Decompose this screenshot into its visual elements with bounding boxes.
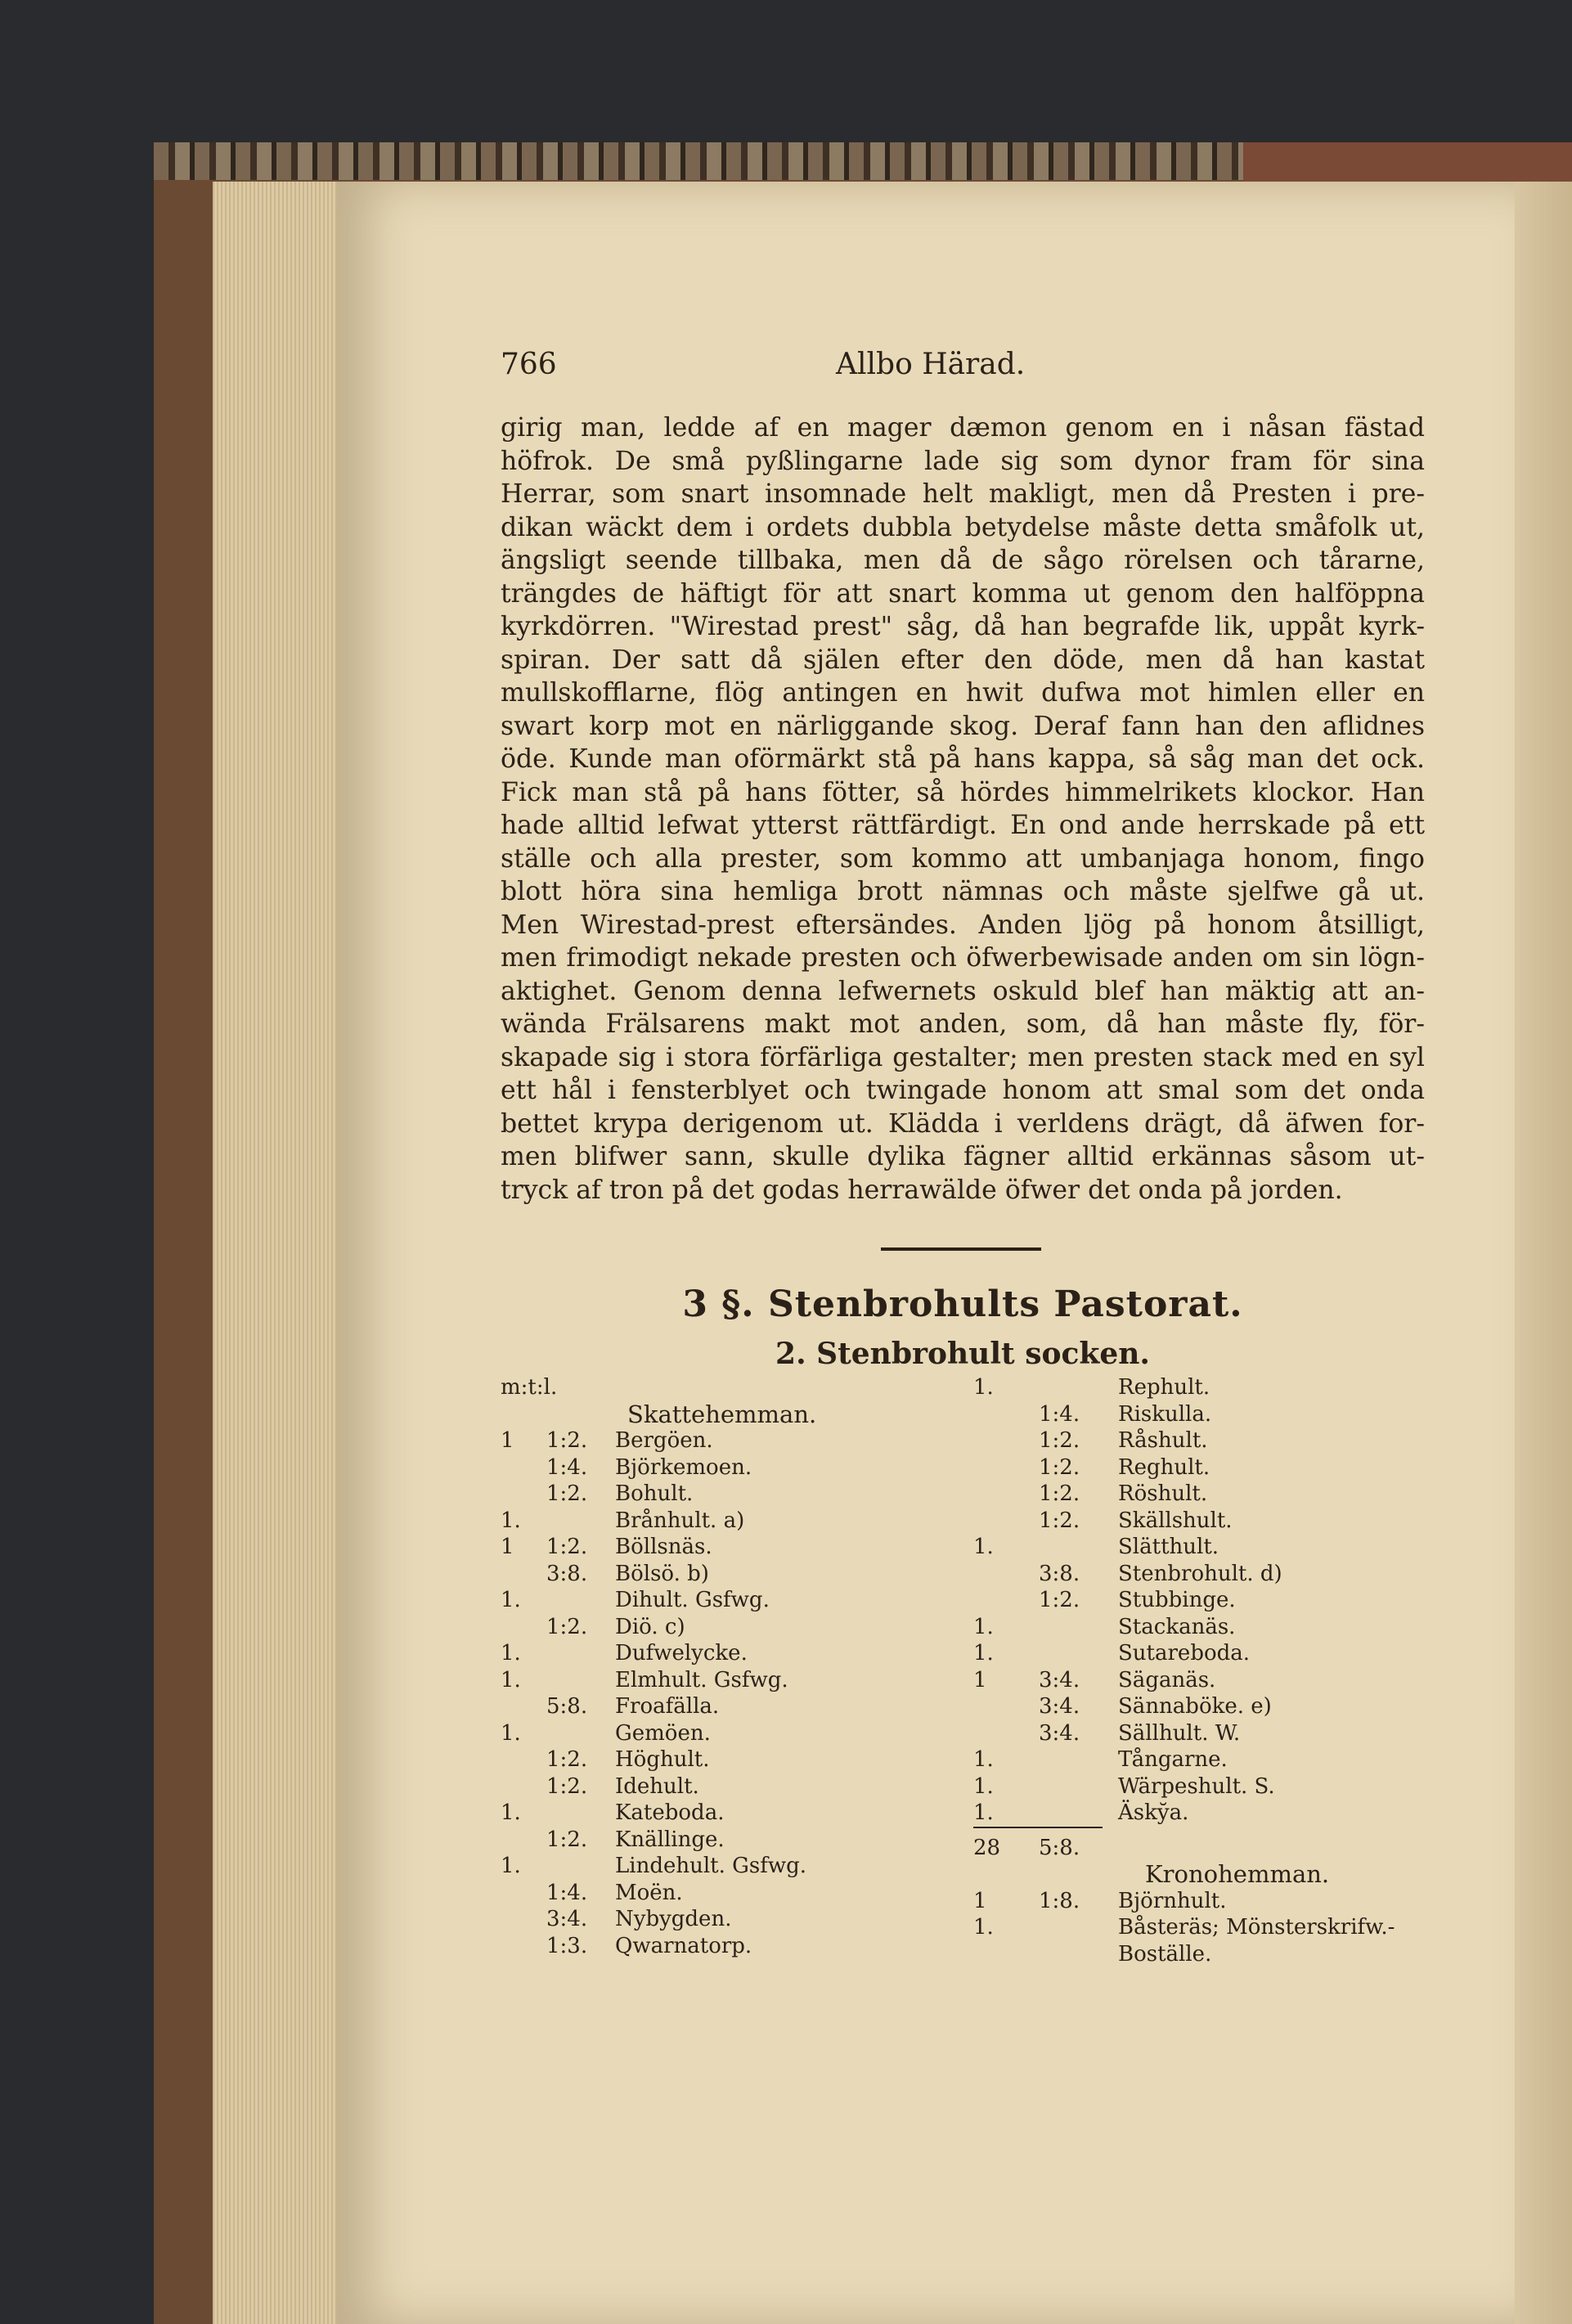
farm-name: Lindehult. Gsfwg. — [615, 1854, 807, 1878]
farm-name: Idehult. — [615, 1773, 699, 1799]
list-item — [973, 1481, 1431, 1508]
mantal-fraction: 1:2. — [1039, 1454, 1080, 1480]
paragraph-line: hade alltid lefwat ytterst rättfärdigt. En ond ande herrskade på ett — [501, 811, 1425, 840]
farm-name: Kateboda. — [615, 1800, 725, 1825]
mantal-fraction: 1:2. — [1039, 1428, 1080, 1453]
mantal-fraction: 3:4. — [1039, 1720, 1080, 1746]
list-item — [501, 1454, 959, 1481]
total-rule — [973, 1827, 1103, 1828]
farm-name: Diö. c) — [615, 1614, 685, 1639]
parish-title: 2. Stenbrohult socken. — [775, 1337, 1150, 1371]
right-column — [973, 1374, 1431, 1967]
list-item — [501, 1800, 959, 1827]
mantal-fraction: 1:2. — [546, 1827, 588, 1852]
farm-name: Qwarnatorp. — [615, 1933, 752, 1958]
mantal-whole: 1 — [973, 1667, 987, 1692]
mantal-whole: 1 — [973, 1888, 987, 1913]
subheading-skattehemman: Skattehemman. — [627, 1400, 817, 1428]
bookmark-ribbon — [1243, 142, 1572, 185]
paragraph-line: girig man, ledde af en mager dæmon genom en i nåsan fästad — [501, 413, 1425, 443]
list-item — [973, 1914, 1431, 1941]
farm-name: Skällshult. — [1118, 1508, 1233, 1533]
paragraph-line: swart korp mot en närliggande skog. Deraf fann han den aflidnes — [501, 711, 1425, 741]
mantal-whole: 1. — [501, 1800, 521, 1825]
mantal-fraction: 3:4. — [1039, 1694, 1080, 1719]
paragraph-line: kyrkdörren. "Wirestad prest" såg, då han begrafde lik, uppåt kyrk- — [501, 612, 1425, 641]
paragraph-line: höfrok. De små pyßlingarne lade sig som dynor fram för sina — [501, 446, 1425, 476]
list-item — [973, 1587, 1431, 1614]
farm-name: Brånhult. a) — [615, 1508, 745, 1533]
farm-name: Dihult. Gsfwg. — [615, 1588, 770, 1612]
list-item — [973, 1561, 1431, 1588]
farm-name: Nybygden. — [615, 1907, 732, 1931]
farm-name: Reghult. — [1118, 1454, 1210, 1480]
list-item — [973, 1746, 1431, 1773]
farm-name: Slätthult. — [1118, 1535, 1219, 1559]
farm-name: Moën. — [615, 1880, 683, 1905]
facing-page-edge — [1515, 182, 1572, 2324]
section-rule — [881, 1247, 1041, 1251]
list-item — [501, 1481, 959, 1508]
mantal-fraction: 1:2. — [1039, 1481, 1080, 1506]
list-item — [973, 1614, 1431, 1641]
mantal-whole: 28 — [973, 1835, 1001, 1860]
farm-name: Bölsö. b) — [615, 1561, 709, 1586]
mantal-whole: 1. — [973, 1375, 994, 1400]
farm-name: Äsky̆a. — [1118, 1800, 1189, 1825]
paragraph-line: aktighet. Genom denna lefwernets oskuld blef han mäktig att an- — [501, 976, 1425, 1006]
mantal-fraction: 1:2. — [546, 1481, 588, 1506]
farm-name: Stackanäs. — [1118, 1614, 1236, 1639]
mantal-whole: 1. — [501, 1508, 521, 1533]
paragraph-line: men blifwer sann, skulle dylika fägner alltid erkännas såsom ut- — [501, 1142, 1425, 1171]
list-item — [501, 1906, 959, 1933]
farm-name: Björnhult. — [1118, 1888, 1227, 1913]
paragraph-line: bettet krypa derigenom ut. Klädda i verldens drägt, då äfwen for- — [501, 1108, 1425, 1139]
mantal-whole: 1. — [973, 1614, 994, 1639]
farm-name: Råshult. — [1118, 1428, 1208, 1453]
paragraph-line: ställe och alla prester, som kommo att umbanjaga honom, fingo — [501, 843, 1425, 874]
list-item — [501, 1427, 959, 1454]
page-stack-edge — [213, 182, 344, 2324]
farm-name: Röshult. — [1118, 1481, 1208, 1506]
mantal-whole: 1 — [501, 1428, 514, 1453]
mantal-fraction: 1:4. — [546, 1880, 588, 1905]
left-column — [501, 1374, 959, 1959]
paragraph-line: wända Frälsarens makt mot anden, som, då han måste fly, för- — [501, 1009, 1425, 1039]
paragraph-line: dikan wäckt dem i ordets dubbla betydelse måste detta småfolk ut, — [501, 512, 1425, 542]
farm-name: Rephult. — [1118, 1375, 1210, 1400]
mantal-fraction: 1:3. — [546, 1933, 588, 1958]
mantal-fraction: 1:2. — [546, 1614, 588, 1639]
list-item — [973, 1454, 1431, 1481]
list-item — [501, 1534, 959, 1561]
mantal-whole: 1. — [973, 1535, 994, 1559]
mantal-fraction: 5:8. — [1039, 1835, 1080, 1860]
mantal-whole: 1. — [501, 1854, 521, 1878]
list-item — [501, 1746, 959, 1773]
paragraph-line: ett hål i fensterblyet och twingade honom att smal som det onda — [501, 1076, 1425, 1105]
paragraph-line: ängsligt seende tillbaka, men då de sågo rörelsen och tårarne, — [501, 546, 1425, 575]
list-item — [973, 1800, 1431, 1827]
farm-name: Tångarne. — [1118, 1747, 1228, 1772]
list-item — [501, 1587, 959, 1614]
paragraph-line: trängdes de häftigt för att snart komma ut genom den halföppna — [501, 578, 1425, 609]
farm-name: Wärpeshult. S. — [1118, 1773, 1275, 1799]
mantal-fraction: 3:8. — [546, 1561, 588, 1586]
list-item — [501, 1693, 959, 1720]
mantal-fraction: 1:2. — [546, 1535, 588, 1559]
mantal-whole: 1. — [501, 1720, 521, 1746]
page-text — [501, 348, 1425, 2012]
list-item — [501, 1561, 959, 1588]
farm-name: Gemöen. — [615, 1720, 711, 1746]
farm-name: Bergöen. — [615, 1428, 713, 1453]
farm-name: Boställe. — [1118, 1941, 1212, 1967]
list-item — [973, 1667, 1431, 1694]
section-title: 3 §. Stenbrohults Pastorat. — [682, 1283, 1243, 1325]
mantal-whole: 1. — [501, 1667, 521, 1692]
list-item — [501, 1720, 959, 1747]
farm-name: Riskulla. — [1118, 1401, 1212, 1427]
list-item — [973, 1941, 1431, 1968]
farm-name: Böllsnäs. — [615, 1535, 712, 1559]
list-item — [973, 1508, 1431, 1535]
farm-name: Knällinge. — [615, 1827, 725, 1852]
farm-name: Sännaböke. e) — [1118, 1694, 1272, 1719]
farm-name: Sutareboda. — [1118, 1641, 1251, 1665]
list-item — [501, 1853, 959, 1880]
farm-name: Froafälla. — [615, 1694, 720, 1719]
farm-name: Båsteräs; Mönsterskrifw.- — [1118, 1915, 1395, 1940]
list-item — [501, 1880, 959, 1907]
mantal-whole: 1. — [973, 1915, 994, 1940]
farm-name: Björkemoen. — [615, 1454, 752, 1480]
mantal-fraction: 1:4. — [1039, 1401, 1080, 1427]
mantal-fraction: 5:8. — [546, 1694, 588, 1719]
list-item — [973, 1427, 1431, 1454]
list-item — [973, 1401, 1431, 1428]
list-item — [973, 1720, 1431, 1747]
column-header: m:t:l. — [501, 1375, 558, 1400]
farm-name: Elmhult. Gsfwg. — [615, 1667, 788, 1692]
mantal-whole: 1. — [973, 1747, 994, 1772]
running-head: Allbo Härad. — [836, 348, 1026, 381]
list-item — [973, 1374, 1431, 1401]
mantal-fraction: 1:2. — [1039, 1508, 1080, 1533]
mantal-fraction: 3:8. — [1039, 1561, 1080, 1586]
farm-name: Säganäs. — [1118, 1667, 1216, 1692]
mantal-fraction: 1:2. — [546, 1773, 588, 1799]
farm-name: Sällhult. W. — [1118, 1720, 1241, 1746]
mantal-fraction: 1:2. — [546, 1428, 588, 1453]
subheading-kronohemman: Kronohemman. — [1145, 1860, 1330, 1888]
mantal-whole: 1. — [973, 1800, 994, 1825]
paragraph-line: tryck af tron på det godas herrawälde öfwer det onda på jorden. — [501, 1175, 1343, 1205]
body-paragraph — [501, 411, 1425, 1207]
farm-name: Bohult. — [615, 1481, 694, 1506]
mantal-fraction: 1:2. — [1039, 1588, 1080, 1612]
paragraph-line: Fick man stå på hans fötter, så hördes himmelrikets klockor. Han — [501, 777, 1425, 807]
page-number: 766 — [501, 348, 557, 381]
page-header — [501, 348, 1425, 397]
paragraph-line: Men Wirestad-prest eftersändes. Anden ljög på honom åtsilligt, — [501, 910, 1425, 940]
farm-name: Stenbrohult. d) — [1118, 1561, 1282, 1586]
list-item — [973, 1693, 1431, 1720]
mantal-fraction: 1:2. — [546, 1747, 588, 1772]
farm-name: Dufwelycke. — [615, 1641, 748, 1665]
mantal-fraction: 3:4. — [546, 1907, 588, 1931]
list-item — [501, 1773, 959, 1800]
list-item — [973, 1888, 1431, 1915]
mantal-whole: 1 — [501, 1535, 514, 1559]
mantal-fraction: 1:4. — [546, 1454, 588, 1480]
mantal-fraction: 3:4. — [1039, 1667, 1080, 1692]
mantal-fraction: 1:8. — [1039, 1888, 1080, 1913]
paragraph-line: spiran. Der satt då själen efter den döde, men då han kastat — [501, 645, 1425, 675]
list-item — [501, 1508, 959, 1535]
property-columns — [501, 1374, 1425, 2012]
mantal-whole: 1. — [973, 1641, 994, 1665]
list-item — [501, 1667, 959, 1694]
paragraph-line: mullskofflarne, flög antingen en hwit dufwa mot himlen eller en — [501, 678, 1425, 708]
farm-name: Stubbinge. — [1118, 1588, 1236, 1612]
mantal-whole: 1. — [501, 1641, 521, 1665]
list-item — [973, 1640, 1431, 1667]
list-item — [501, 1614, 959, 1641]
list-item — [501, 1827, 959, 1854]
paragraph-line: öde. Kunde man oförmärkt stå på hans kappa, så såg man det ock. — [501, 744, 1425, 774]
list-item — [501, 1933, 959, 1960]
paragraph-line: skapade sig i stora förfärliga gestalter; men presten stack med en syl — [501, 1042, 1425, 1072]
paragraph-line: men frimodigt nekade presten och öfwerbewisade anden om sin lögn- — [501, 943, 1425, 973]
paragraph-line: Herrar, som snart insomnade helt makligt, men då Presten i pre- — [501, 479, 1425, 509]
list-item — [973, 1773, 1431, 1800]
mantal-whole: 1. — [501, 1588, 521, 1612]
paragraph-line: blott höra sina hemliga brott nämnas och måste sjelfwe gå ut. — [501, 877, 1425, 906]
list-item — [973, 1534, 1431, 1561]
list-item — [973, 1835, 1431, 1862]
list-item — [501, 1640, 959, 1667]
farm-name: Höghult. — [615, 1747, 710, 1772]
mantal-whole: 1. — [973, 1773, 994, 1799]
